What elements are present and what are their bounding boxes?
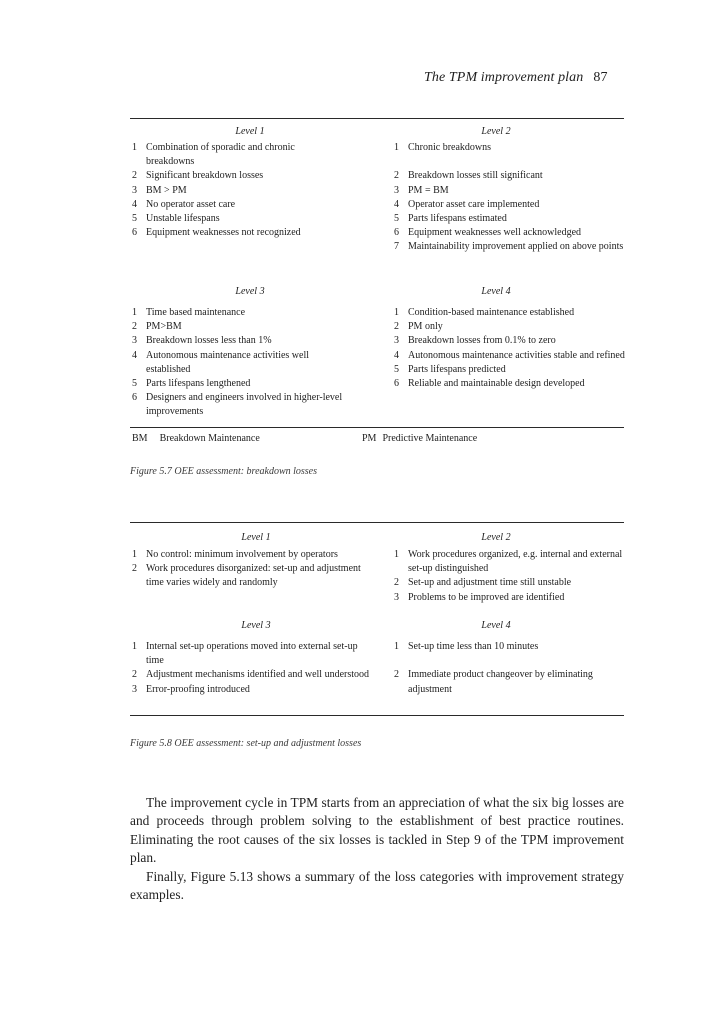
list-item: 1 No control: minimum involvement by operators xyxy=(132,549,338,560)
figure-5-7-bottom-rule xyxy=(130,427,624,428)
fig57-level4-heading: Level 4 xyxy=(481,286,511,297)
list-item: 2 PM only xyxy=(394,321,443,333)
list-item: 6 Equipment weaknesses well acknowledged xyxy=(394,227,582,239)
fig57-level3-heading: Level 3 xyxy=(235,286,265,297)
list-item: 6 Reliable and maintainable design developed xyxy=(394,378,585,390)
fig58-level3-heading: Level 3 xyxy=(241,620,271,631)
list-item: 3 Breakdown losses less than 1% xyxy=(132,335,272,347)
body-text xyxy=(130,794,624,904)
list-item: 1 Condition-based maintenance established xyxy=(394,307,575,318)
list-item: 5 Parts lifespans estimated xyxy=(394,213,507,224)
running-head-title: The TPM improvement plan xyxy=(424,70,584,85)
fig57-level1-heading: Level 1 xyxy=(235,126,265,137)
fig58-level2-heading: Level 2 xyxy=(481,532,511,543)
fig58-level2-list xyxy=(394,548,626,605)
list-item: 2 Breakdown losses still significant xyxy=(394,170,543,182)
list-item: 4 Operator asset care implemented xyxy=(394,198,540,210)
list-item: 3 Error-proofing introduced xyxy=(132,683,250,695)
list-item: 2 Adjustment mechanisms identified and well understood xyxy=(132,669,370,681)
list-item: 2 Work procedures disorganized: set-up and adjustment time varies widely and randomly xyxy=(132,563,361,589)
list-item: 3 PM = BM xyxy=(394,184,449,196)
fig57-level2-heading: Level 2 xyxy=(481,126,511,137)
abbreviation-pm: PM Predictive Maintenance xyxy=(362,433,478,444)
body-paragraph: Finally, Figure 5.13 shows a summary of the loss categories with improvement strategy examples. xyxy=(130,868,624,903)
list-item: 6 Designers and engineers involved in higher-level improvements xyxy=(132,392,343,418)
list-item: 5 Parts lifespans predicted xyxy=(394,363,506,375)
fig58-level3-list xyxy=(132,640,372,697)
list-item: 3 BM > PM xyxy=(132,184,187,196)
list-item: 4 No operator asset care xyxy=(132,198,236,210)
fig57-level2-list xyxy=(394,141,628,255)
fig58-level1-heading: Level 1 xyxy=(241,532,271,543)
list-item: 1 Time based maintenance xyxy=(132,307,246,318)
fig58-level1-list xyxy=(132,548,380,591)
figure-5-8-top-rule xyxy=(130,522,624,523)
list-item: 5 Unstable lifespans xyxy=(132,213,220,225)
list-item: 1 Internal set-up operations moved into external set-up time xyxy=(132,641,358,667)
list-item: 3 Problems to be improved are identified xyxy=(394,591,565,603)
list-item: 1 Combination of sporadic and chronic breakdowns xyxy=(132,142,295,168)
page-number: 87 xyxy=(593,70,608,85)
list-item: 1 Work procedures organized, e.g. internal and external set-up distinguished xyxy=(394,549,623,575)
fig57-level1-list xyxy=(132,141,344,240)
list-item: 7 Maintainability improvement applied on above points xyxy=(394,241,624,253)
figure-5-7-caption: Figure 5.7 OEE assessment: breakdown losses xyxy=(130,466,318,477)
list-item: 1 Chronic breakdowns xyxy=(394,142,492,153)
list-item: 2 Immediate product changeover by eliminating adjustment xyxy=(394,669,593,695)
list-item: 5 Parts lifespans lengthened xyxy=(132,378,251,390)
figure-5-8-bottom-rule xyxy=(130,715,624,716)
figure-5-7-top-rule xyxy=(130,118,624,119)
fig57-level3-list xyxy=(132,306,344,420)
list-item: 4 Autonomous maintenance activities well established xyxy=(132,349,310,375)
fig57-level4-list xyxy=(394,306,628,391)
running-head xyxy=(424,70,608,86)
list-item: 6 Equipment weaknesses not recognized xyxy=(132,227,301,239)
list-item: 1 Set-up time less than 10 minutes xyxy=(394,641,539,652)
list-item: 2 Significant breakdown losses xyxy=(132,170,264,182)
list-item: 3 Breakdown losses from 0.1% to zero xyxy=(394,335,556,347)
figure-5-8-caption: Figure 5.8 OEE assessment: set-up and adjustment losses xyxy=(130,738,362,749)
fig58-level4-heading: Level 4 xyxy=(481,620,511,631)
list-item: 2 PM>BM xyxy=(132,321,182,333)
abbreviation-bm: BM Breakdown Maintenance xyxy=(132,433,260,444)
list-item: 4 Autonomous maintenance activities stable and refined xyxy=(394,349,625,361)
body-paragraph: The improvement cycle in TPM starts from an appreciation of what the six big losses are and proceeds through problem solving to the establishment of best practice routines. Eliminating the root causes of the six losses is tackled in Step 9 of the TPM improvement plan. xyxy=(130,795,624,866)
fig58-level4-list xyxy=(394,640,626,697)
list-item: 2 Set-up and adjustment time still unstable xyxy=(394,577,572,589)
